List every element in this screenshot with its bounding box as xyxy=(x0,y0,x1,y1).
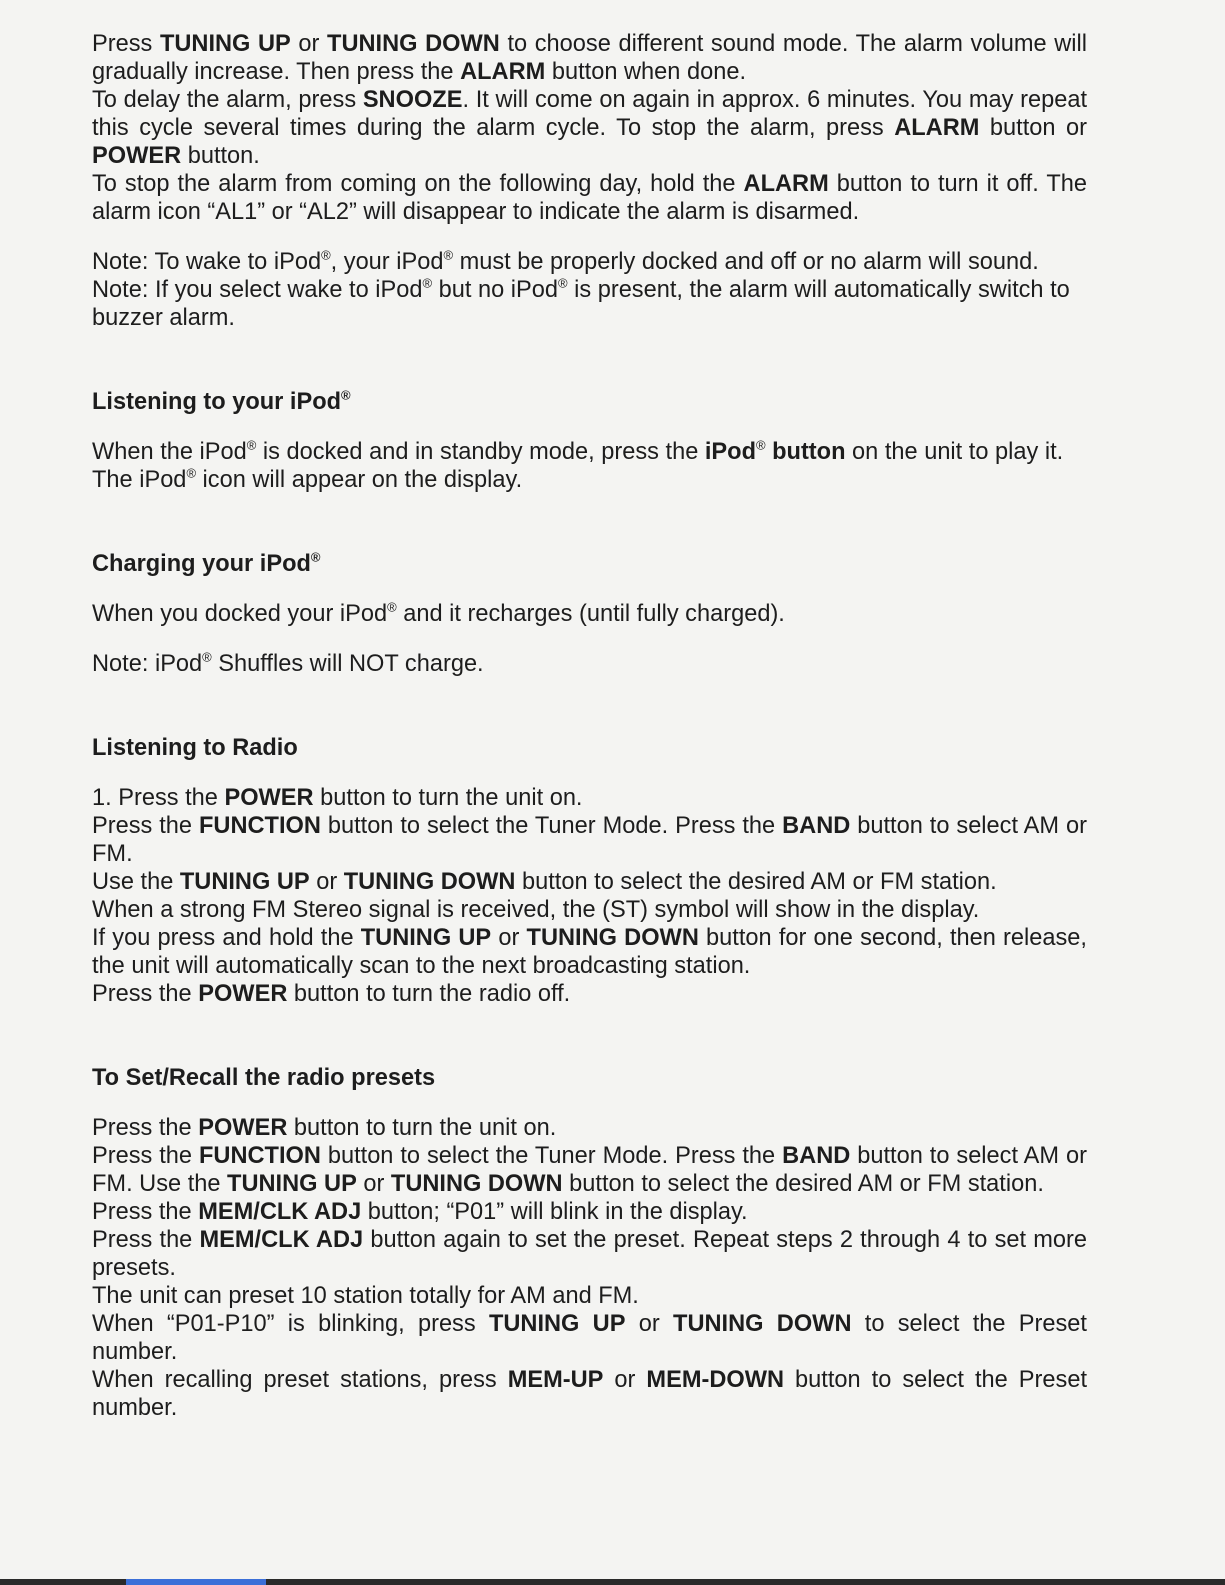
text-run: button. xyxy=(181,143,260,169)
text-run: Use the xyxy=(92,869,180,895)
radio-paragraph-6 xyxy=(92,980,1087,1008)
alarm-paragraph-1 xyxy=(92,30,1087,86)
text-run: but no iPod xyxy=(432,277,558,303)
text-run: When you docked your iPod xyxy=(92,601,388,627)
text-run: and it recharges (until fully charged). xyxy=(396,601,785,627)
text-run: Note: To wake to iPod xyxy=(92,249,322,275)
ipod-listen-paragraph xyxy=(92,438,1087,494)
registered-mark: ® xyxy=(443,247,454,263)
text-run: icon will appear on the display. xyxy=(196,467,523,493)
presets-paragraph-6 xyxy=(92,1310,1087,1366)
text-run: . It will come on again in approx. 6 minutes. You may repeat this cycle several times during the alarm cycle. To stop the alarm, press xyxy=(92,87,1087,141)
bold-label: TUNING UP xyxy=(159,31,291,57)
registered-mark: ® xyxy=(387,599,397,615)
text-run: button to select the Preset number. xyxy=(92,1367,1088,1421)
bold-label: POWER xyxy=(224,785,314,811)
text-run: To Set/Recall the radio presets xyxy=(92,1065,436,1091)
ipod-charge-paragraph xyxy=(92,600,1087,628)
text-run: Press the xyxy=(92,981,199,1007)
ipod-charge-note xyxy=(92,650,1087,678)
alarm-note-2 xyxy=(92,276,1087,332)
text-run: Press the xyxy=(92,813,199,839)
alarm-note-1 xyxy=(92,248,1087,276)
bold-label: iPod xyxy=(704,439,756,465)
text-run: button to select AM or FM. xyxy=(92,813,1087,867)
text-run: The unit can preset 10 station totally for AM and FM. xyxy=(92,1283,639,1309)
bold-label: button xyxy=(765,439,846,465)
registered-mark: ® xyxy=(321,247,331,263)
text-run: button to select AM or FM. Use the xyxy=(92,1143,1087,1197)
bold-label: POWER xyxy=(198,1115,288,1141)
bold-label: ALARM xyxy=(460,59,546,85)
bold-label: TUNING DOWN xyxy=(327,31,500,57)
bold-label: SNOOZE xyxy=(362,87,463,113)
presets-paragraph-3 xyxy=(92,1198,1087,1226)
text-run: must be properly docked and off or no alarm will sound. xyxy=(453,249,1039,275)
text-run: 1. Press the xyxy=(92,785,225,811)
registered-mark: ® xyxy=(422,275,433,291)
text-run: or xyxy=(625,1311,674,1337)
bold-label: TUNING DOWN xyxy=(390,1171,563,1197)
registered-mark: ® xyxy=(756,437,766,453)
registered-mark: ® xyxy=(186,465,196,481)
presets-paragraph-1 xyxy=(92,1114,1087,1142)
presets-paragraph-5 xyxy=(92,1282,1087,1310)
bold-label: POWER xyxy=(198,981,288,1007)
text-run: If you press and hold the xyxy=(92,925,361,951)
text-run: button to select the Tuner Mode. Press the xyxy=(320,1143,783,1169)
text-run: button; “P01” will blink in the display. xyxy=(361,1199,748,1225)
text-run: Note: iPod xyxy=(92,651,203,677)
text-run: is docked and in standby mode, press the xyxy=(256,439,705,465)
text-run: Charging your iPod xyxy=(92,551,311,577)
text-run: button or xyxy=(979,115,1087,141)
text-run: Press the xyxy=(92,1199,199,1225)
text-run: When the iPod xyxy=(92,439,247,465)
text-run: button to turn the unit on. xyxy=(313,785,583,811)
bottom-scroll-indicator xyxy=(126,1579,266,1585)
text-run: Shuffles will NOT charge. xyxy=(211,651,484,677)
text-run: button to select the desired AM or FM station. xyxy=(562,1171,1044,1197)
text-run: button to select the desired AM or FM station. xyxy=(515,869,997,895)
presets-paragraph-2 xyxy=(92,1142,1087,1198)
bold-label: MEM/CLK ADJ xyxy=(198,1199,362,1225)
text-run: button when done. xyxy=(545,59,747,85)
manual-page xyxy=(92,30,1087,1422)
radio-step-1 xyxy=(92,784,1087,812)
text-run: button again to set the preset. Repeat steps 2 through 4 to set more presets. xyxy=(92,1227,1088,1281)
text-run: button for one second, then release, the unit will automatically scan to the next broadcasting station. xyxy=(92,925,1087,979)
text-run: or xyxy=(356,1171,391,1197)
radio-paragraph-4 xyxy=(92,896,1087,924)
text-run: Press the xyxy=(92,1143,199,1169)
bold-label: ALARM xyxy=(743,171,829,197)
text-run: When recalling preset stations, press xyxy=(92,1367,508,1393)
text-run: Listening to your iPod xyxy=(92,389,342,415)
bold-label: BAND xyxy=(782,1143,851,1169)
text-run: to choose different sound mode. The alarm volume will gradually increase. Then press the xyxy=(92,31,1087,85)
text-run: or xyxy=(309,869,344,895)
bold-label: TUNING DOWN xyxy=(343,869,516,895)
bold-label: BAND xyxy=(782,813,851,839)
text-run: Listening to Radio xyxy=(92,735,298,761)
registered-mark: ® xyxy=(246,437,257,453)
bold-label: POWER xyxy=(92,143,182,169)
text-run: When a strong FM Stereo signal is received, the (ST) symbol will show in the display. xyxy=(92,897,980,923)
text-run: When “P01-P10” is blinking, press xyxy=(92,1311,489,1337)
text-run: or xyxy=(290,31,328,57)
bold-label: MEM/CLK ADJ xyxy=(199,1227,364,1253)
bold-label: FUNCTION xyxy=(199,1143,321,1169)
bold-label: MEM-UP xyxy=(507,1367,604,1393)
bold-label: ALARM xyxy=(894,115,980,141)
bold-label: MEM-DOWN xyxy=(646,1367,785,1393)
text-run: To stop the alarm from coming on the following day, hold the xyxy=(92,171,744,197)
text-run: or xyxy=(603,1367,647,1393)
presets-paragraph-7 xyxy=(92,1366,1087,1422)
radio-paragraph-3 xyxy=(92,868,1087,896)
text-run: Press xyxy=(92,31,160,57)
registered-mark: ® xyxy=(310,549,321,565)
presets-paragraph-4 xyxy=(92,1226,1087,1282)
text-run: button to turn the unit on. xyxy=(287,1115,557,1141)
bold-label: TUNING UP xyxy=(488,1311,626,1337)
text-run: is present, the alarm will automatically switch to buzzer alarm. xyxy=(92,277,1070,331)
text-run: Press the xyxy=(92,1115,199,1141)
text-run: Press the xyxy=(92,1227,200,1253)
bold-label: TUNING UP xyxy=(360,925,492,951)
heading-listening-radio xyxy=(92,734,1087,762)
heading-listening-ipod xyxy=(92,388,1087,416)
text-run: button to turn the radio off. xyxy=(287,981,571,1007)
text-run: button to turn it off. The alarm icon “AL1” or “AL2” will disappear to indicate the alarm is disarmed. xyxy=(92,171,1087,225)
text-run: Note: If you select wake to iPod xyxy=(92,277,423,303)
alarm-paragraph-2 xyxy=(92,86,1087,170)
text-run: To delay the alarm, press xyxy=(92,87,363,113)
alarm-paragraph-3 xyxy=(92,170,1087,226)
text-run: button to select the Tuner Mode. Press the xyxy=(320,813,783,839)
bold-label: TUNING UP xyxy=(227,1171,357,1197)
registered-mark: ® xyxy=(202,649,212,665)
radio-paragraph-5 xyxy=(92,924,1087,980)
bold-label: TUNING DOWN xyxy=(526,925,699,951)
bold-label: TUNING UP xyxy=(179,869,310,895)
registered-mark: ® xyxy=(341,387,351,403)
registered-mark: ® xyxy=(558,275,568,291)
text-run: , your iPod xyxy=(330,249,444,275)
heading-charging-ipod xyxy=(92,550,1087,578)
bold-label: FUNCTION xyxy=(199,813,321,839)
text-run: or xyxy=(491,925,527,951)
bold-label: TUNING DOWN xyxy=(673,1311,852,1337)
radio-paragraph-2 xyxy=(92,812,1087,868)
text-run: to select the Preset number. xyxy=(92,1311,1087,1365)
text-run: on the unit to play it. The iPod xyxy=(92,439,1064,493)
heading-radio-presets xyxy=(92,1064,1087,1092)
